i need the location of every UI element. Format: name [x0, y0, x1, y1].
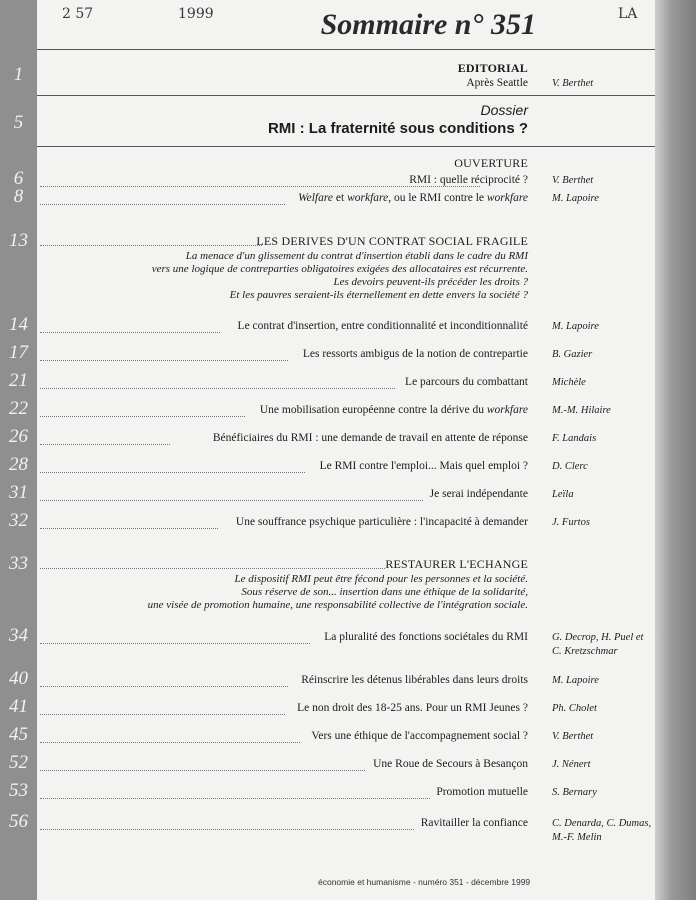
- handwritten-note-left: 2 57: [62, 6, 94, 22]
- footer-citation: économie et humanisme - numéro 351 - décembre 1999: [318, 877, 531, 887]
- page-number: 17: [9, 342, 28, 363]
- toc-entry-title[interactable]: Le RMI contre l'emploi... Mais quel emploi ?: [319, 460, 528, 472]
- toc-entry-title[interactable]: RMI : quelle réciprocité ?: [409, 174, 528, 186]
- dot-leader: [40, 797, 430, 799]
- page-number: 1: [13, 64, 24, 85]
- page-number: 13: [9, 230, 28, 251]
- page-number: 52: [9, 752, 28, 773]
- toc-entry-author-cont: C. Kretzschmar: [552, 646, 618, 657]
- toc-entry-title[interactable]: Une Roue de Secours à Besançon: [373, 758, 528, 770]
- toc-entry-title[interactable]: Le parcours du combattant: [405, 376, 528, 388]
- dot-leader: [40, 567, 385, 569]
- toc-entry-title[interactable]: La pluralité des fonctions sociétales du RMI: [324, 631, 528, 643]
- toc-entry-title[interactable]: Vers une éthique de l'accompagnement social ?: [311, 730, 528, 742]
- toc-entry-author: J. Furtos: [552, 517, 590, 528]
- section-description-line: Le dispositif RMI peut être fécond pour les personnes et la société.: [234, 573, 528, 585]
- page-number: 31: [9, 482, 28, 503]
- toc-entry-author: C. Denarda, C. Dumas,: [552, 818, 652, 829]
- page-number: 5: [13, 112, 24, 133]
- dot-leader: [40, 828, 414, 830]
- toc-entry-author: M. Lapoire: [552, 321, 599, 332]
- dot-leader: [40, 741, 300, 743]
- page-number: 21: [9, 370, 28, 391]
- dot-leader: [40, 685, 288, 687]
- dot-leader: [40, 527, 218, 529]
- toc-entry-title[interactable]: Une mobilisation européenne contre la dérive du workfare: [259, 404, 528, 416]
- dot-leader: [40, 642, 310, 644]
- divider: [37, 95, 655, 96]
- section-description-line: vers une logique de contreparties obligatoires exigées des allocataires est récurrente.: [151, 263, 528, 275]
- page-number: 56: [9, 811, 28, 832]
- section-heading: RESTAURER L'ECHANGE: [385, 557, 528, 571]
- toc-entry-author: F. Landais: [552, 433, 597, 444]
- section-heading: LES DERIVES D'UN CONTRAT SOCIAL FRAGILE: [256, 234, 528, 248]
- page-number: 34: [9, 625, 28, 646]
- toc-entry-title[interactable]: Bénéficiaires du RMI : une demande de travail en attente de réponse: [212, 432, 528, 444]
- toc-entry-title[interactable]: Je serai indépendante: [429, 488, 528, 500]
- toc-entry-title[interactable]: Ravitailler la confiance: [420, 817, 528, 829]
- editorial-author: V. Berthet: [552, 78, 594, 89]
- dot-leader: [40, 203, 285, 205]
- toc-entry-author: M.-M. Hilaire: [552, 405, 611, 416]
- toc-entry-author: V. Berthet: [552, 175, 594, 186]
- page-number: 26: [9, 426, 28, 447]
- divider: [37, 146, 655, 147]
- section-description-line: La menace d'un glissement du contrat d'insertion établi dans le cadre du RMI: [185, 250, 528, 262]
- toc-entry-author: M. Lapoire: [552, 675, 599, 686]
- toc-entry-title[interactable]: Welfare et workfare, ou le RMI contre le workfare: [298, 192, 528, 204]
- page-number: 14: [9, 314, 28, 335]
- dot-leader: [40, 443, 170, 445]
- dot-leader: [40, 359, 288, 361]
- toc-entry-title[interactable]: Réinscrire les détenus libérables dans leurs droits: [301, 674, 528, 686]
- toc-entry-author: Michèle: [552, 377, 586, 388]
- section-description-line: Et les pauvres seraient-ils éternellement en dette envers la société ?: [229, 289, 528, 301]
- toc-entry-author: M. Lapoire: [552, 193, 599, 204]
- toc-entry-title[interactable]: Promotion mutuelle: [436, 786, 528, 798]
- page-number: 41: [9, 696, 28, 717]
- section-description-line: Les devoirs peuvent-ils précéder les droits ?: [333, 276, 528, 288]
- toc-entry-author: Ph. Cholet: [552, 703, 597, 714]
- section-description-line: Sous réserve de son... insertion dans une éthique de la solidarité,: [241, 586, 528, 598]
- editorial-heading: EDITORIAL: [457, 61, 528, 75]
- handwritten-note-year: 1999: [178, 6, 214, 22]
- page-number: 8: [13, 186, 24, 207]
- dossier-label: Dossier: [480, 102, 528, 118]
- section-description-line: une visée de promotion humaine, une responsabilité collective de l'intégration sociale.: [147, 599, 528, 611]
- toc-entry-author: S. Bernary: [552, 787, 597, 798]
- page-number: 53: [9, 780, 28, 801]
- dot-leader: [40, 769, 365, 771]
- section-heading: OUVERTURE: [454, 156, 528, 170]
- binding-edge: [655, 0, 696, 900]
- dot-leader: [40, 331, 220, 333]
- dot-leader: [40, 244, 262, 246]
- page-title: Sommaire n° 351: [320, 8, 536, 41]
- page-number: 40: [9, 668, 28, 689]
- toc-entry-author: V. Berthet: [552, 731, 594, 742]
- toc-entry-author: B. Gazier: [552, 349, 593, 360]
- toc-entry-title[interactable]: Les ressorts ambigus de la notion de contrepartie: [302, 348, 528, 360]
- page-number: 33: [9, 553, 28, 574]
- dot-leader: [40, 471, 305, 473]
- toc-entry-author: J. Nénert: [552, 759, 591, 770]
- toc-entry-title[interactable]: Le non droit des 18-25 ans. Pour un RMI Jeunes ?: [297, 702, 528, 714]
- handwritten-note-right: LA: [618, 6, 638, 22]
- page-number: 32: [9, 510, 28, 531]
- toc-entry-author: G. Decrop, H. Puel et: [552, 632, 644, 643]
- toc-entry-author: D. Clerc: [552, 461, 588, 472]
- toc-entry-title[interactable]: Le contrat d'insertion, entre conditionnalité et inconditionnalité: [237, 320, 528, 332]
- editorial-title[interactable]: Après Seattle: [466, 77, 528, 89]
- dot-leader: [40, 387, 395, 389]
- dot-leader: [40, 415, 245, 417]
- dot-leader: [40, 499, 423, 501]
- page-number: 28: [9, 454, 28, 475]
- page-number: 6: [13, 168, 24, 189]
- toc-entry-author-cont: M.-F. Melin: [552, 832, 602, 843]
- dot-leader: [40, 713, 285, 715]
- divider: [37, 49, 655, 50]
- toc-entry-author: Leïla: [552, 489, 574, 500]
- page-number: 22: [9, 398, 28, 419]
- page-number: 45: [9, 724, 28, 745]
- toc-entry-title[interactable]: Une souffrance psychique particulière : l'incapacité à demander: [235, 516, 528, 528]
- dossier-title: RMI : La fraternité sous conditions ?: [267, 120, 528, 137]
